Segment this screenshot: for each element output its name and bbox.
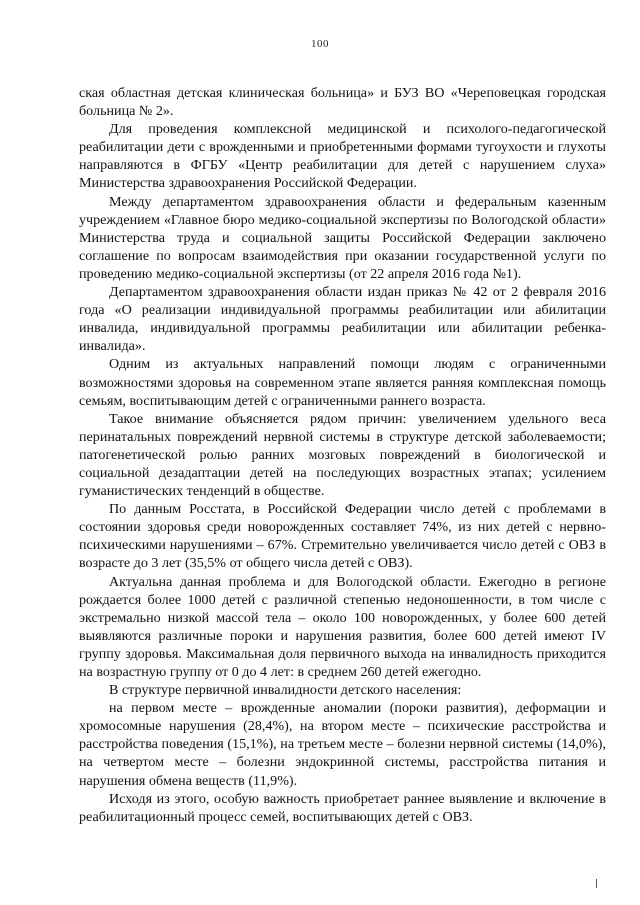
paragraph-disability-structure-intro: В структуре первичной инвалидности детского населения: bbox=[109, 682, 462, 699]
paragraph-continuation: ская областная детская клиническая больница» и БУЗ ВО «Череповецкая городская больница № 2». bbox=[79, 85, 606, 120]
document-body bbox=[79, 84, 606, 826]
page-number: 100 bbox=[311, 38, 329, 50]
paragraph-conclusion: Исходя из этого, особую важность приобретает раннее выявление и включение в реабилитационный процесс семей, воспитывающих детей с ОВЗ. bbox=[79, 790, 606, 825]
paragraph-order-42: Департаментом здравоохранения области издан приказ № 42 от 2 февраля 2016 года «О реализации индивидуальной программы реабилитации или абилитации инвалида, индивидуальной программы реабилитации или абилитации ребенка-инвалида». bbox=[79, 284, 606, 355]
scan-edge-mark bbox=[596, 879, 597, 888]
paragraph-reasons: Такое внимание объясняется рядом причин: увеличением удельного веса перинатальных повреждений нервной системы в структуре детской заболеваемости; патогенетической ролью ранних мозговых повреждений в биологической и социальной дезадаптации детей на последующих возрастных этапах; усилением гуманистических тенденций в обществе. bbox=[79, 410, 606, 500]
paragraph-disability-structure: на первом месте – врожденные аномалии (пороки развития), деформации и хромосомные нарушения (28,4%), на втором месте – психические расстройства и расстройства поведения (15,1%), на третьем месте – болезни нервной системы (14,0%), на четвертом месте – болезни эндокринной системы, расстройства питания и нарушения обмена веществ (11,9%). bbox=[79, 700, 606, 789]
paragraph-early-help: Одним из актуальных направлений помощи людям с ограниченными возможностями здоровья на современном этапе является ранняя комплексная помощь семьям, воспитывающим детей с ограниченными раннего возраста. bbox=[79, 356, 606, 409]
paragraph-hearing-rehabilitation: Для проведения комплексной медицинской и психолого-педагогической реабилитации дети с врожденными и приобретенными формами тугоухости и глухоты направляются в ФГБУ «Центр реабилитации для детей с нарушением слуха» Министерства здравоохранения Российской Федерации. bbox=[79, 121, 606, 192]
paragraph-mse-agreement: Между департаментом здравоохранения области и федеральным казенным учреждением «Главное бюро медико-социальной экспертизы по Вологодской области» Министерства труда и социальной защиты Российской Федерации заключено соглашение по вопросам взаимодействия при оказании государственной услуги по проведению медико-социальной экспертизы (от 22 апреля 2016 года №1). bbox=[79, 193, 606, 282]
paragraph-rosstat: По данным Росстата, в Российской Федерации число детей с проблемами в состоянии здоровья среди новорожденных составляет 74%, из них детей с нервно-психическими нарушениями – 67%. Стремительно увеличивается число детей с ОВЗ в возрасте до 3 лет (35,5% от общего числа детей с ОВЗ). bbox=[79, 501, 606, 572]
paragraph-vologda: Актуальна данная проблема и для Вологодской области. Ежегодно в регионе рождается более 1000 детей с различной степенью недоношенности, в том числе с экстремально низкой массой тела – около 100 новорожденных, у более 600 детей выявляются различные пороки и нарушения развития, более 600 детей имеют IV группу здоровья. Максимальная доля первичного выхода на инвалидность приходится на возрастную группу от 0 до 4 лет: в среднем 260 детей ежегодно. bbox=[79, 573, 606, 680]
